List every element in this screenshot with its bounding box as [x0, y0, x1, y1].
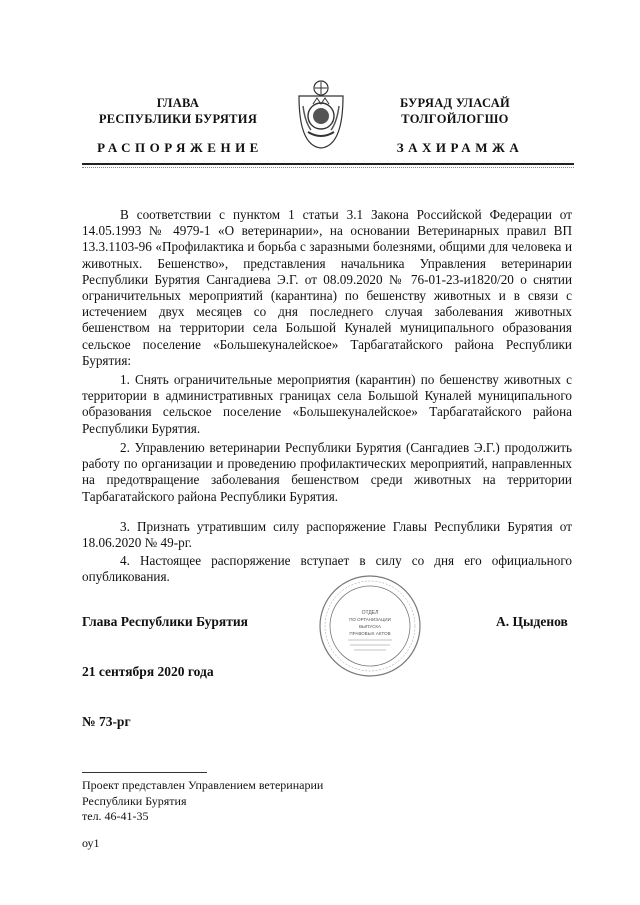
footnote-line1: Проект представлен Управлением ветеринарии [82, 778, 324, 792]
header-dotted-divider [82, 167, 574, 168]
official-stamp-icon [318, 574, 422, 678]
footnote-divider [82, 772, 207, 773]
header-left [78, 95, 278, 127]
footnote-line3: тел. 46-41-35 [82, 809, 149, 823]
header-divider [82, 163, 574, 165]
signatory-title: Глава Республики Бурятия [82, 614, 248, 629]
document-number: № 73-рг [82, 714, 131, 729]
clause-2 [82, 440, 572, 505]
document-code: оу1 [82, 836, 100, 850]
header-right-line2: ТОЛГОЙЛОГШО [401, 112, 509, 126]
svg-text:ПО ОРГАНИЗАЦИИ: ПО ОРГАНИЗАЦИИ [349, 617, 391, 622]
doctype-left: РАСПОРЯЖЕНИЕ [97, 140, 263, 155]
clause-2-text: 2. Управлению ветеринарии Республики Бурятия (Сангадиев Э.Г.) продолжить работу по организации и проведению профилактических мероприятий, направленных на предотвращение заболевания бешенством среди животных на территории Тарбагатайского района Республики Бурятия. [82, 440, 572, 504]
footnote-line2: Республики Бурятия [82, 793, 187, 808]
clause-1-text: 1. Снять ограничительные мероприятия (карантин) по бешенству животных с территории в административных границах села Большой Куналей муниципального образования сельское поселение «Большекуналейское» Тарбагатайского района Республики Бурятия. [82, 372, 572, 436]
header-right [355, 95, 555, 127]
clause-1 [82, 372, 572, 437]
header-right-line1: БУРЯАД УЛАСАЙ [399, 96, 511, 110]
header-left-line2: РЕСПУБЛИКИ БУРЯТИЯ [98, 112, 258, 126]
svg-text:ВЫПУСКА: ВЫПУСКА [359, 624, 381, 629]
clause-3 [82, 519, 572, 551]
document-date: 21 сентября 2020 года [82, 664, 214, 679]
clause-4-text: 4. Настоящее распоряжение вступает в силу со дня его официального опубликования. [82, 553, 572, 585]
svg-text:ОТДЕЛ: ОТДЕЛ [361, 610, 379, 616]
intro-text: В соответствии с пунктом 1 статьи 3.1 Закона Российской Федерации от 14.05.1993 № 4979-1 «О ветеринарии», на основании Ветеринарных правил ВП 13.3.1103-96 «Профилактика и борьба с заразными болезнями, общими для человека и животных. Бешенство», представления начальника Управления ветеринарии Республики Бурятия Сангадиева Э.Г. от 08.09.2020 № 76-01-23-и1820/20 о снятии ограничительных мероприятий (карантина) по бешенству животных и в связи с истечением двух месяцев со дня последнего случая заболевания животных бешенством на территории села Большой Куналей муниципального образования сельское поселение «Большекуналейское» Тарбагатайского района Республики Бурятия: [82, 207, 572, 368]
coat-of-arms-icon [293, 76, 349, 152]
footnote [82, 778, 323, 825]
doctype-right: ЗАХИРАМЖА [396, 140, 524, 155]
signatory-name: А. Цыденов [496, 614, 568, 629]
header-left-line1: ГЛАВА [156, 96, 200, 110]
svg-text:ПРАВОВЫХ АКТОВ: ПРАВОВЫХ АКТОВ [349, 631, 391, 636]
clause-3-text: 3. Признать утратившим силу распоряжение Главы Республики Бурятия от 18.06.2020 № 49-рг. [82, 519, 572, 551]
intro-paragraph [82, 207, 572, 369]
